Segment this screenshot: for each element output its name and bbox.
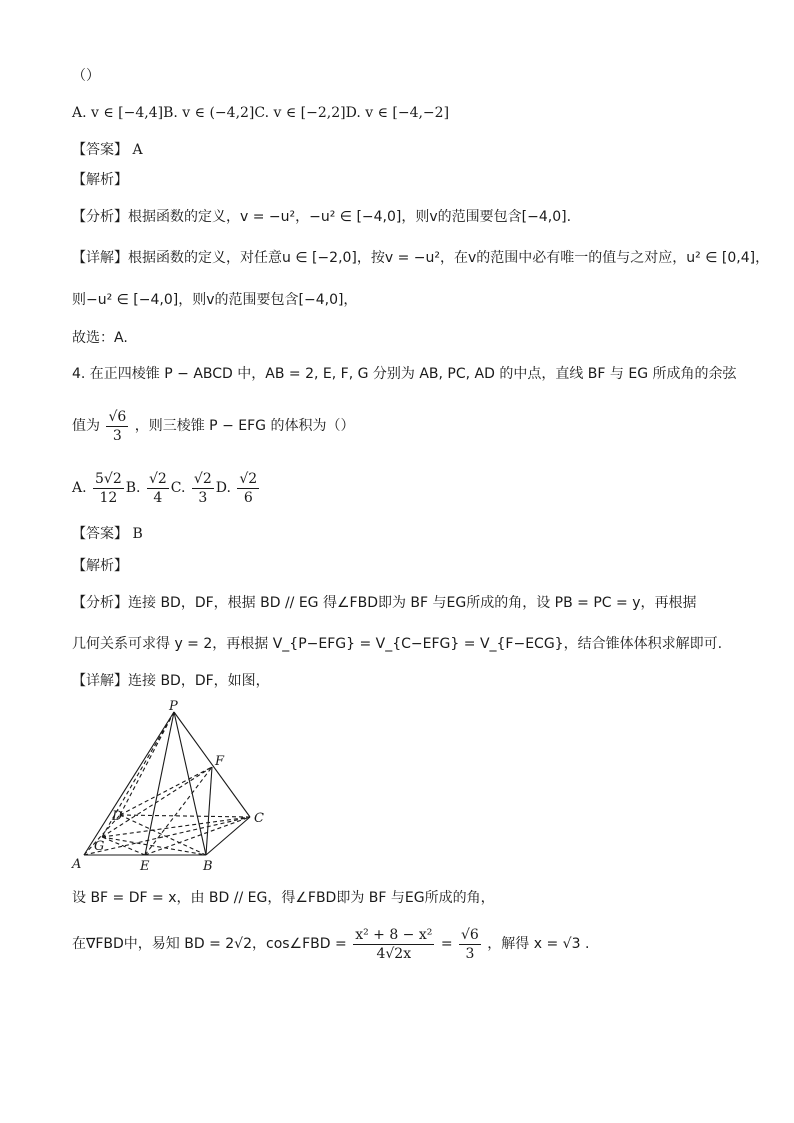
q4-line-set: 设 BF = DF = x，由 BD // EG，得∠FBD即为 BF 与EG所成的角，: [72, 890, 495, 906]
opt-d-den: 6: [243, 489, 253, 506]
q3-answer-row: [72, 140, 143, 160]
opt-b-den: 4: [153, 489, 163, 506]
opt-d-label: D.: [215, 480, 231, 496]
tri-frac2-den: 3: [465, 945, 475, 962]
q4-options: [72, 466, 261, 510]
xiangjie-text: 连接 BD，DF，如图，: [128, 673, 270, 689]
xiangjie-tag: 【详解】: [72, 673, 128, 689]
label-E: E: [140, 859, 150, 874]
edge-BF: [206, 767, 212, 855]
q4-line-tri: [72, 920, 589, 968]
q3-xiangjie-2: 则−u² ∈ [−4,0]，则v的范围要包含[−4,0]，: [72, 292, 358, 308]
analysis-tag: 【解析】: [72, 558, 128, 574]
q4-stem-2: [72, 404, 354, 448]
q3-choose: 故选：A.: [72, 330, 128, 346]
opt-b-label: B.: [125, 480, 141, 496]
tri-fraction-1: [353, 926, 434, 963]
stem-frac-num: √6: [108, 408, 127, 425]
q3-fenxi: [72, 207, 571, 227]
answer-tag: 【答案】: [72, 142, 128, 158]
q4-answer-row: [72, 524, 143, 544]
opt-a-den: 12: [99, 489, 118, 506]
edge-EG: [102, 837, 145, 855]
opt-b-num: √2: [148, 470, 167, 487]
q3-options: A. v ∈ [−4,4]B. v ∈ (−4,2]C. v ∈ [−2,2]D. v ∈ [−4,−2]: [72, 105, 450, 121]
opt-b-frac: [147, 470, 169, 507]
label-B: B: [203, 859, 213, 874]
edge-BD: [120, 815, 206, 855]
opt-d-frac: [237, 470, 259, 507]
q4-fenxi-1: [72, 593, 696, 613]
opt-a-label: A.: [72, 480, 87, 496]
fenxi-tag: 【分析】: [72, 595, 128, 611]
fenxi-text: 连接 BD，DF，根据 BD // EG 得∠FBD即为 BF 与EG所成的角，设 PB = PC = y，再根据: [128, 595, 697, 611]
label-G: G: [94, 839, 105, 854]
fenxi-text: 根据函数的定义，v = −u²，−u² ∈ [−4,0]，则v的范围要包含[−4,0].: [128, 209, 572, 225]
q3-paren: （）: [72, 68, 100, 84]
stem-post: ，则三棱锥 P − EFG 的体积为（）: [134, 418, 355, 434]
q3-xiangjie-1: [72, 248, 769, 268]
opt-c-den: 3: [198, 489, 208, 506]
xiangjie-tag: 【详解】: [72, 250, 128, 266]
edge-PD: [120, 712, 174, 815]
edge-EC: [145, 817, 250, 855]
opt-c-label: C.: [170, 480, 186, 496]
answer-value: A: [132, 142, 143, 158]
analysis-tag: 【解析】: [72, 172, 128, 188]
opt-c-num: √2: [193, 470, 212, 487]
opt-d-num: √2: [239, 470, 258, 487]
answer-value: B: [132, 526, 143, 542]
edge-DF: [120, 767, 212, 815]
answer-tag: 【答案】: [72, 526, 128, 542]
stem-fraction: [106, 408, 128, 445]
tri-frac1-den: 4√2x: [376, 945, 412, 962]
opt-c-frac: [192, 470, 214, 507]
fenxi-tag: 【分析】: [72, 209, 128, 225]
tri-frac2-num: √6: [461, 926, 479, 943]
label-A: A: [72, 857, 82, 872]
label-C: C: [254, 811, 264, 826]
xiangjie-text: 根据函数的定义，对任意u ∈ [−2,0]，按v = −u²，在v的范围中必有唯一的值与之对应，u² ∈ [0,4]，: [128, 250, 770, 266]
label-D: D: [112, 809, 123, 824]
q4-stem-1: 4. 在正四棱锥 P − ABCD 中，AB = 2, E, F, G 分别为 AB, PC, AD 的中点，直线 BF 与 EG 所成角的余弦: [72, 366, 737, 382]
edge-GF: [102, 767, 212, 837]
tri-post: ，解得 x = √3 .: [487, 936, 590, 952]
q4-xiangjie-1: [72, 671, 270, 691]
edge-BC: [206, 817, 250, 855]
tri-pre: 在∇FBD中，易知 BD = 2√2，cos∠FBD =: [72, 936, 347, 952]
edge-AC: [84, 817, 250, 855]
pyramid-figure: [60, 700, 280, 880]
q4-fenxi-2: 几何关系可求得 y = 2，再根据 V_{P−EFG} = V_{C−EFG} = V_{F−ECG}，结合锥体体积求解即可.: [72, 636, 723, 652]
stem-frac-den: 3: [112, 427, 122, 444]
opt-a-frac: [93, 470, 124, 507]
stem-pre: 值为: [72, 418, 100, 434]
label-F: F: [215, 754, 225, 769]
tri-mid: =: [440, 936, 453, 952]
label-P: P: [169, 700, 178, 714]
tri-fraction-2: [459, 926, 481, 963]
tri-frac1-num: x² + 8 − x²: [355, 926, 433, 943]
opt-a-num: 5√2: [95, 470, 122, 487]
edge-DC: [120, 815, 250, 817]
